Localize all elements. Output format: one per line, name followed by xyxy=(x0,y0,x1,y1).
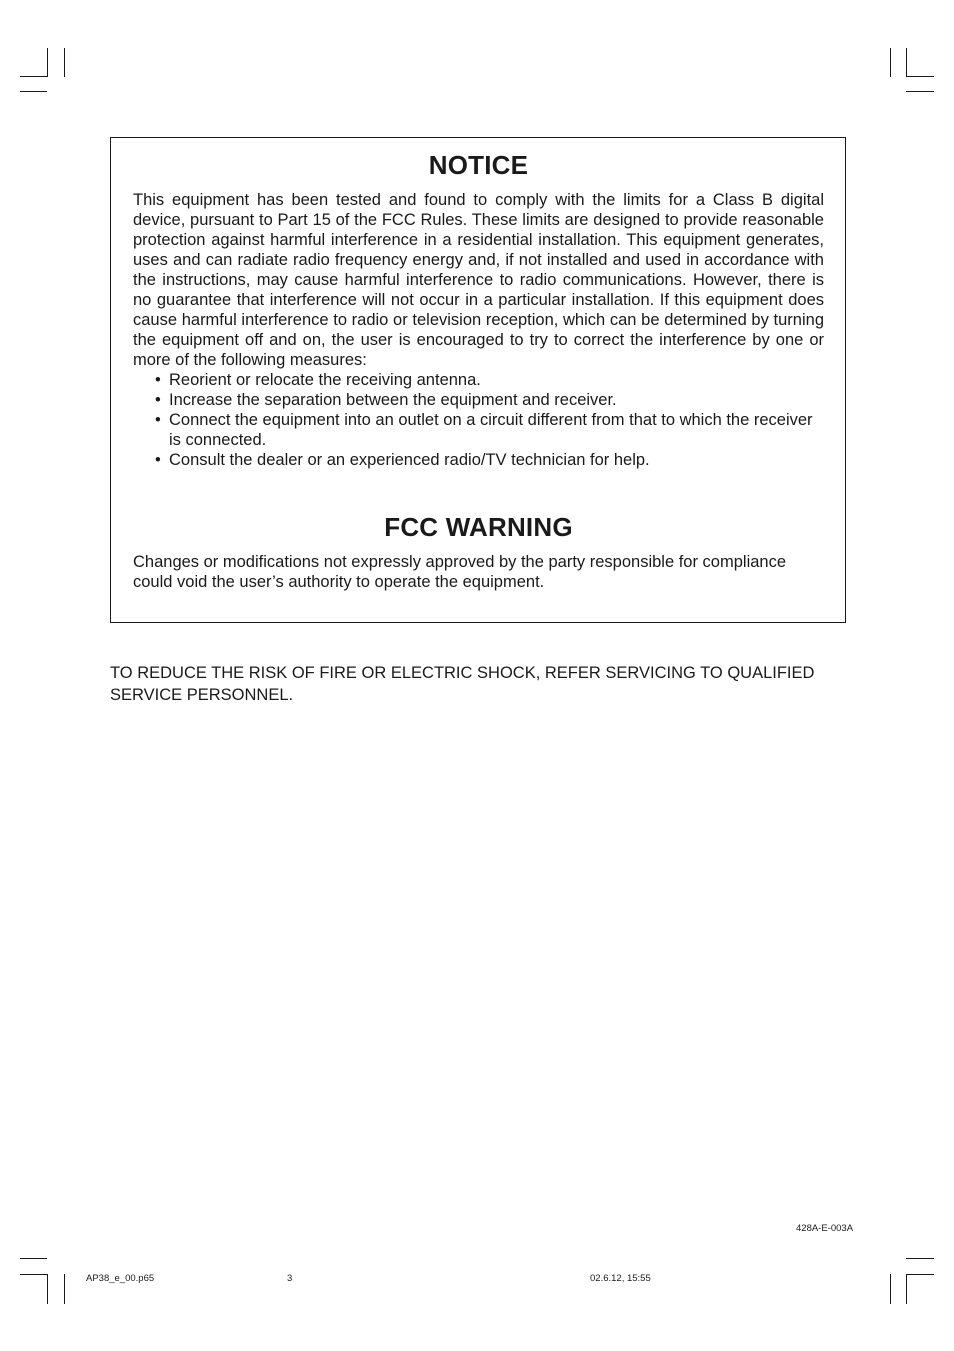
measures-list xyxy=(133,370,824,470)
measure-text: Increase the separation between the equipment and receiver. xyxy=(169,391,617,409)
fcc-warning-paragraph: Changes or modifications not expressly approved by the party responsible for compliance could void the user’s authority to operate the equipment. xyxy=(133,553,787,591)
notice-content xyxy=(133,138,824,591)
footer-page-number: 3 xyxy=(287,1273,293,1284)
document-code: 428A-E-003A xyxy=(796,1223,854,1234)
notice-box xyxy=(110,137,846,623)
list-item xyxy=(133,450,824,470)
fcc-warning-title: FCC WARNING xyxy=(384,512,573,542)
bullet-icon: • xyxy=(155,371,161,389)
measure-text: Consult the dealer or an experienced radio/TV technician for help. xyxy=(169,451,650,469)
list-item xyxy=(133,370,824,390)
notice-title: NOTICE xyxy=(428,150,529,180)
bullet-icon: • xyxy=(155,391,161,409)
measure-text: Reorient or relocate the receiving antenna. xyxy=(169,371,481,389)
caution-text: TO REDUCE THE RISK OF FIRE OR ELECTRIC SHOCK, REFER SERVICING TO QUALIFIED SERVICE PERSONNEL. xyxy=(110,664,815,704)
list-item xyxy=(133,390,824,410)
bullet-icon: • xyxy=(155,451,161,469)
notice-paragraph: This equipment has been tested and found to comply with the limits for a Class B digital device, pursuant to Part 15 of the FCC Rules. These limits are designed to provide reasonable protection against harmful interference in a residential installation. This equipment generates, uses and can radiate radio frequency energy and, if not installed and used in accordance with the instructions, may cause harmful interference to radio communications. However, there is no guarantee that interference will not occur in a particular installation. If this equipment does cause harmful interference to radio or television reception, which can be determined by turning the equipment off and on, the user is encouraged to try to correct the interference by one or more of the following measures: xyxy=(133,191,824,369)
list-item xyxy=(133,410,824,450)
bullet-icon: • xyxy=(155,411,161,429)
footer-filename: AP38_e_00.p65 xyxy=(86,1273,155,1284)
measure-text: Connect the equipment into an outlet on a circuit different from that to which the receiver is connected. xyxy=(169,411,813,449)
footer-datetime: 02.6.12, 15:55 xyxy=(590,1273,651,1284)
